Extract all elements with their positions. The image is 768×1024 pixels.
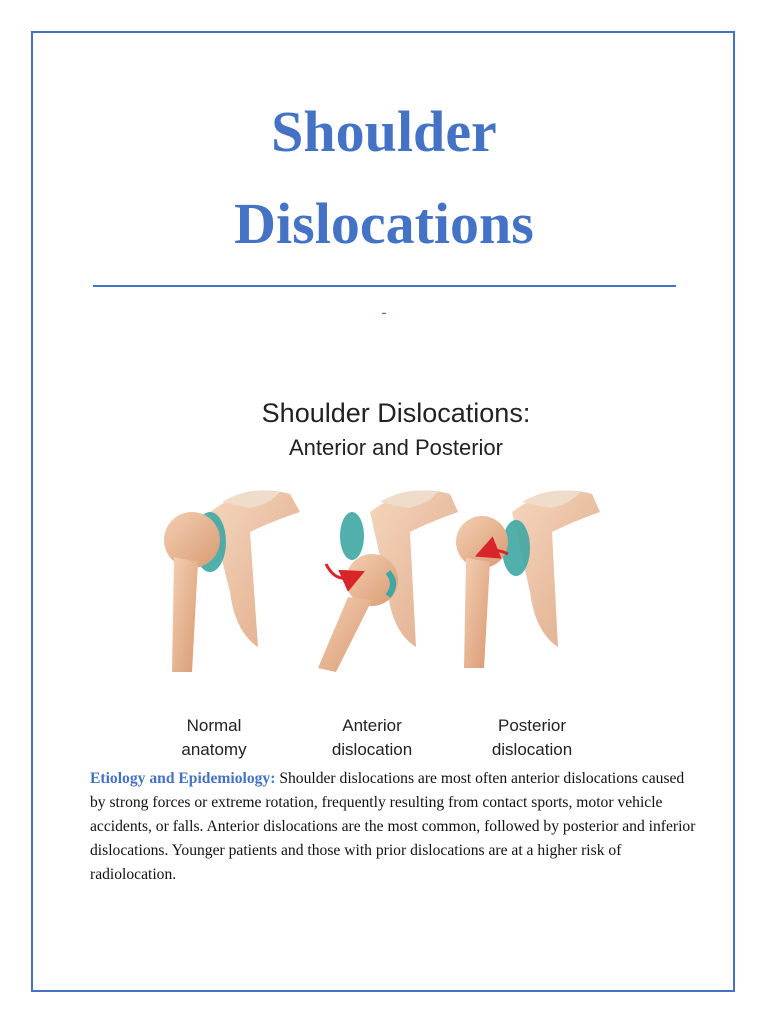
etiology-text: Shoulder dislocations are most often anterior dislocations caused by strong forces or extreme rotation, frequently resulting from contact sports, motor vehicle accidents, or falls. Anterior dislocations are the most common, followed by posterior and inferior dislocations. Younger patients and those with prior dislocations are at a higher risk of radiolocation. xyxy=(90,770,696,883)
subtitle-dash: - xyxy=(381,304,387,321)
title-divider xyxy=(93,285,676,287)
shoulder-illustrations xyxy=(140,472,652,702)
caption-line: anatomy xyxy=(181,740,247,759)
etiology-paragraph xyxy=(90,767,702,887)
caption-line: Normal xyxy=(186,716,242,735)
figure-subtitle: Anterior and Posterior xyxy=(289,435,503,460)
caption-line: dislocation xyxy=(491,740,573,759)
title-line-2: Dislocations xyxy=(234,191,534,256)
posterior-dislocation-illustration xyxy=(456,490,600,668)
caption-line: dislocation xyxy=(331,740,413,759)
etiology-heading: Etiology and Epidemiology: xyxy=(90,770,276,787)
anterior-dislocation-caption xyxy=(292,714,452,762)
document-title xyxy=(0,86,768,270)
caption-line: Anterior xyxy=(342,716,402,735)
anterior-dislocation-illustration xyxy=(318,490,458,672)
normal-anatomy-caption xyxy=(134,714,294,762)
caption-line: Posterior xyxy=(497,716,567,735)
shoulder-dislocation-figure xyxy=(140,392,652,764)
figure-title: Shoulder Dislocations: xyxy=(261,398,531,428)
title-line-1: Shoulder xyxy=(271,99,497,164)
posterior-dislocation-caption xyxy=(452,714,612,762)
normal-anatomy-illustration xyxy=(164,490,300,672)
